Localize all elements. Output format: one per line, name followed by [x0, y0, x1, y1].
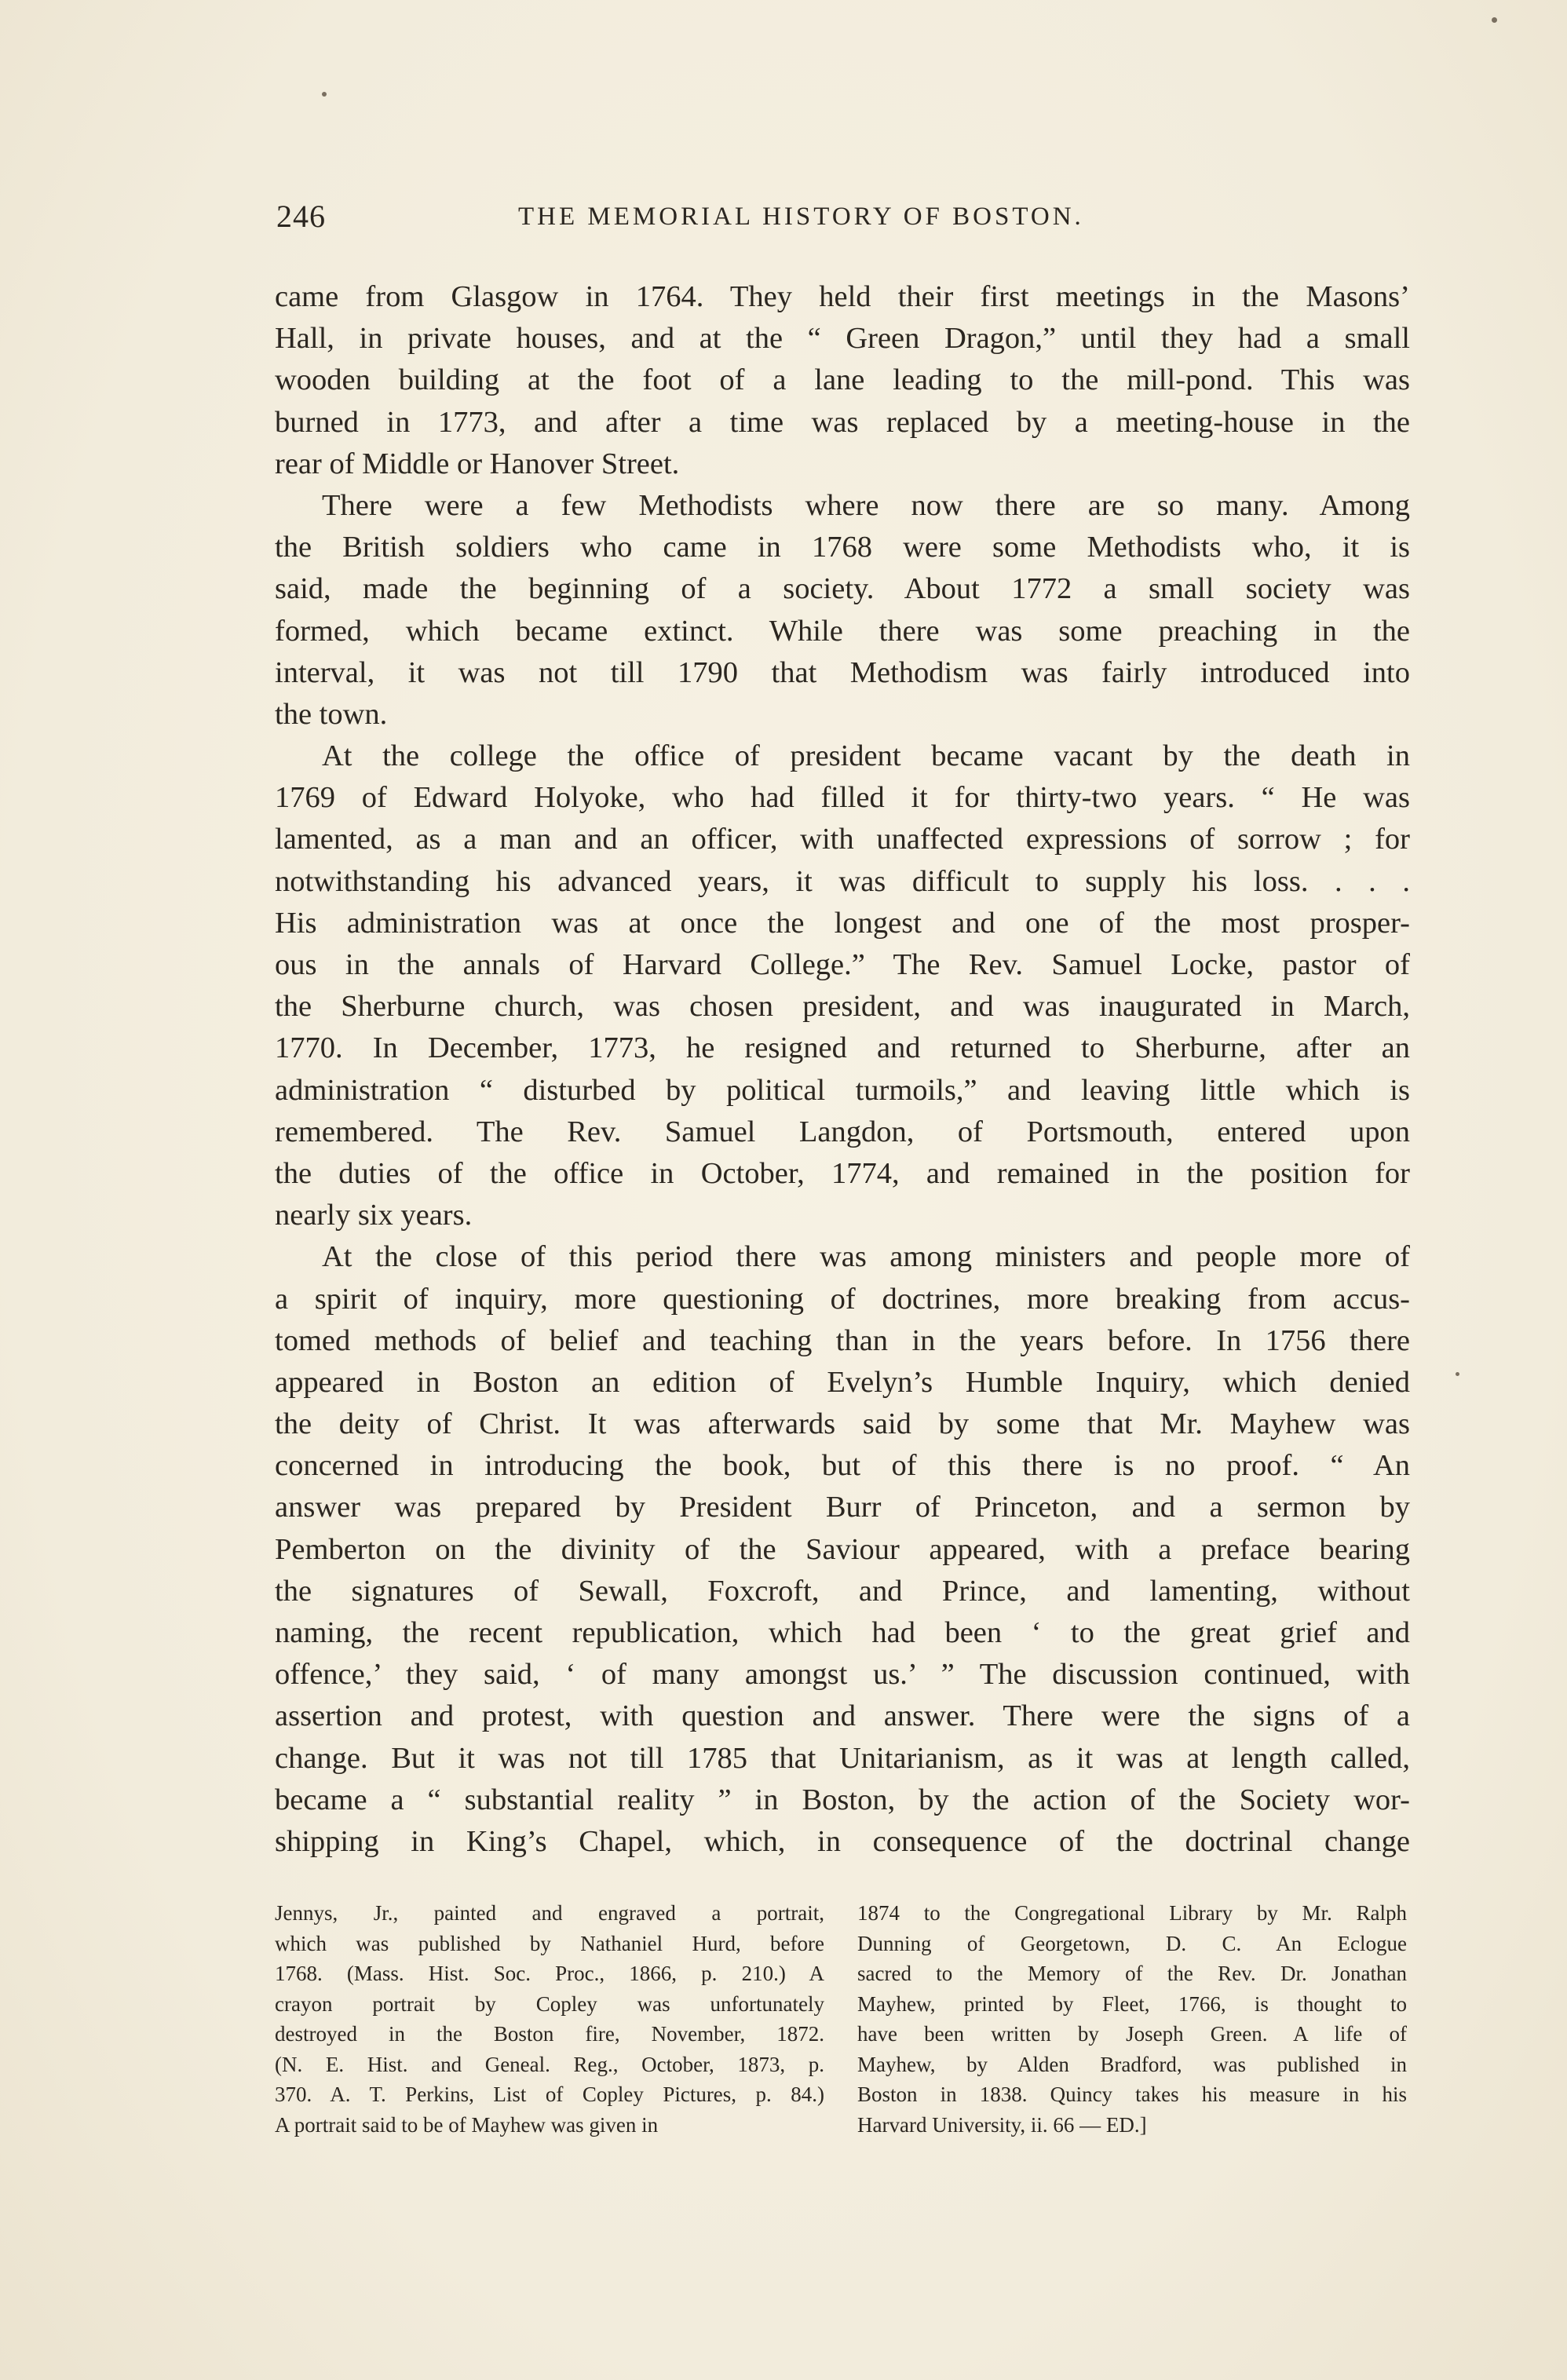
text-line: the British soldiers who came in 1768 were some Methodists who, it is	[275, 531, 1410, 564]
text-line: a spirit of inquiry, more questioning of doctrines, more breaking from accus-	[275, 1282, 1410, 1316]
text-line: assertion and protest, with question and answer. There were the signs of a	[275, 1699, 1410, 1733]
footnote-line: Harvard University, ii. 66 — ED.]	[857, 2112, 1147, 2137]
text-line: appeared in Boston an edition of Evelyn’s Humble Inquiry, which denied	[275, 1365, 1410, 1399]
ink-speck	[1492, 17, 1497, 23]
footnote-line: 1768. (Mass. Hist. Soc. Proc., 1866, p. 210.) A	[275, 1962, 824, 1985]
running-title: THE MEMORIAL HISTORY OF BOSTON.	[518, 203, 1084, 231]
footnote-line: destroyed in the Boston fire, November, 1872.	[275, 2022, 824, 2046]
footnote-line: Dunning of Georgetown, D. C. An Eclogue	[857, 1931, 1407, 1955]
text-line: rear of Middle or Hanover Street.	[275, 447, 680, 480]
text-line: At the close of this period there was among ministers and people more of	[322, 1240, 1410, 1274]
text-line: wooden building at the foot of a lane leading to the mill-pond. This was	[275, 363, 1410, 397]
footnote-column-left	[275, 1898, 824, 2140]
text-line: the signatures of Sewall, Foxcroft, and Prince, and lamenting, without	[275, 1574, 1410, 1608]
text-line: came from Glasgow in 1764. They held their first meetings in the Masons’	[275, 280, 1410, 313]
page-number: 246	[276, 199, 326, 234]
text-line: His administration was at once the longest and one of the most prosper-	[275, 906, 1410, 940]
footnote-line: crayon portrait by Copley was unfortunately	[275, 1991, 824, 2016]
text-line: 1770. In December, 1773, he resigned and returned to Sherburne, after an	[275, 1031, 1410, 1065]
footnote-column-right	[857, 1898, 1407, 2140]
text-line: interval, it was not till 1790 that Methodism was fairly introduced into	[275, 655, 1410, 689]
text-line: said, made the beginning of a society. About 1772 a small society was	[275, 572, 1410, 606]
text-line: change. But it was not till 1785 that Unitarianism, as it was at length called,	[275, 1741, 1410, 1775]
footnote-line: Mayhew, by Alden Bradford, was published in	[857, 2052, 1407, 2076]
text-line: At the college the office of president became vacant by the death in	[322, 739, 1410, 773]
footnote-line: Boston in 1838. Quincy takes his measure in his	[857, 2082, 1407, 2106]
text-line: There were a few Methodists where now there are so many. Among	[322, 488, 1410, 522]
text-line: shipping in King’s Chapel, which, in consequence of the doctrinal change	[275, 1824, 1410, 1858]
text-line: nearly six years.	[275, 1199, 473, 1232]
text-line: naming, the recent republication, which had been ‘ to the great grief and	[275, 1616, 1410, 1649]
footnote-line: which was published by Nathaniel Hurd, before	[275, 1931, 824, 1955]
page-header	[276, 198, 1407, 245]
footnote-line: sacred to the Memory of the Rev. Dr. Jonathan	[857, 1962, 1407, 1985]
text-line: Pemberton on the divinity of the Saviour appeared, with a preface bearing	[275, 1532, 1410, 1566]
footnote-line: Mayhew, printed by Fleet, 1766, is thought to	[857, 1991, 1407, 2016]
text-line: the duties of the office in October, 1774, and remained in the position for	[275, 1156, 1410, 1190]
text-line: burned in 1773, and after a time was replaced by a meeting-house in the	[275, 405, 1410, 439]
footnote-line: Jennys, Jr., painted and engraved a portrait,	[275, 1901, 824, 1925]
ink-speck	[322, 92, 327, 97]
footnote-line: 1874 to the Congregational Library by Mr. Ralph	[857, 1901, 1407, 1925]
text-line: remembered. The Rev. Samuel Langdon, of Portsmouth, entered upon	[275, 1115, 1410, 1148]
footnote-line: (N. E. Hist. and Geneal. Reg., October, 1873, p.	[275, 2052, 824, 2076]
text-line: the town.	[275, 697, 388, 731]
text-line: answer was prepared by President Burr of Princeton, and a sermon by	[275, 1491, 1410, 1524]
text-line: 1769 of Edward Holyoke, who had filled it for thirty-two years. “ He was	[275, 781, 1410, 815]
text-line: the Sherburne church, was chosen president, and was inaugurated in March,	[275, 990, 1410, 1024]
text-line: notwithstanding his advanced years, it was difficult to supply his loss. . . .	[275, 864, 1410, 898]
text-line: administration “ disturbed by political turmoils,” and leaving little which is	[275, 1073, 1410, 1107]
text-line: concerned in introducing the book, but of this there is no proof. “ An	[275, 1449, 1410, 1483]
text-line: tomed methods of belief and teaching than in the years before. In 1756 there	[275, 1323, 1410, 1357]
footnote-line: 370. A. T. Perkins, List of Copley Pictures, p. 84.)	[275, 2082, 824, 2106]
text-line: Hall, in private houses, and at the “ Green Dragon,” until they had a small	[275, 322, 1410, 356]
ink-speck	[1456, 1372, 1459, 1376]
text-line: lamented, as a man and an officer, with unaffected expressions of sorrow ; for	[275, 823, 1410, 856]
footnote-line: A portrait said to be of Mayhew was given in	[275, 2112, 659, 2137]
text-line: formed, which became extinct. While there was some preaching in the	[275, 614, 1410, 648]
body-text	[275, 276, 1410, 1863]
text-line: became a “ substantial reality ” in Boston, by the action of the Society wor-	[275, 1783, 1410, 1816]
text-line: ous in the annals of Harvard College.” The Rev. Samuel Locke, pastor of	[275, 948, 1410, 981]
text-line: offence,’ they said, ‘ of many amongst us.’ ” The discussion continued, with	[275, 1658, 1410, 1692]
footnote-line: have been written by Joseph Green. A life of	[857, 2022, 1407, 2046]
text-line: the deity of Christ. It was afterwards said by some that Mr. Mayhew was	[275, 1407, 1410, 1441]
